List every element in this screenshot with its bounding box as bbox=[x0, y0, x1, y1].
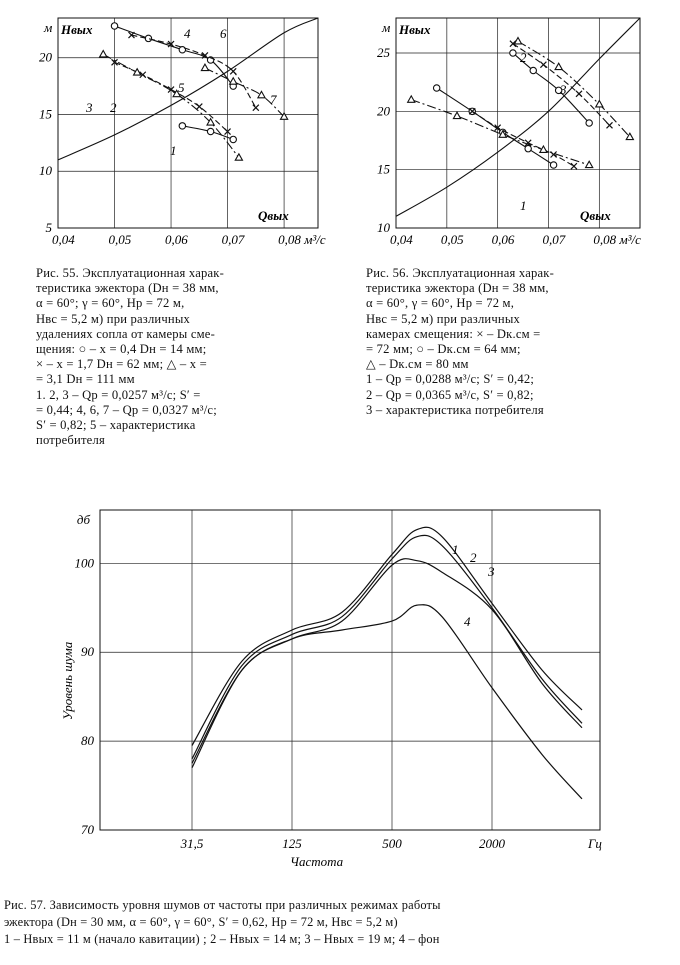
fig56-caption-line: 1 – Qр = 0,0288 м³/с; S′ = 0,42; bbox=[366, 372, 535, 387]
data-point bbox=[179, 123, 185, 129]
y-tick-label: 5 bbox=[45, 220, 52, 235]
data-point bbox=[201, 64, 208, 70]
curve-label: 3 bbox=[86, 100, 93, 115]
curve-label: 5 bbox=[178, 80, 185, 95]
curve-label: 3 bbox=[560, 82, 567, 97]
fig56-caption-line: теристика эжектора (Dн = 38 мм, bbox=[366, 281, 549, 296]
series-line bbox=[396, 18, 640, 216]
data-point bbox=[576, 91, 582, 97]
series-line bbox=[472, 111, 574, 166]
data-point bbox=[111, 23, 117, 29]
fig55-caption-line: = 0,44; 4, 6, 7 – Qр = 0,0327 м³/с; bbox=[36, 402, 217, 417]
fig56-caption-line: 3 – характеристика потребителя bbox=[366, 402, 544, 417]
x-tick-label: 0,04 bbox=[52, 232, 75, 247]
data-point bbox=[253, 105, 259, 111]
fig56-caption-line: Рис. 56. Эксплуатационная харак- bbox=[366, 266, 555, 280]
fig55-caption-line: 1. 2, 3 – Qр = 0,0257 м³/с; S′ = bbox=[36, 387, 201, 402]
x-tick-label: 500 bbox=[382, 836, 402, 851]
data-point bbox=[550, 162, 556, 168]
fig56-caption-line: 2 – Qр = 0,0365 м³/с, S′ = 0,82; bbox=[366, 387, 534, 402]
x-axis-label: Qвых bbox=[580, 208, 611, 223]
curve-label: 2 bbox=[110, 100, 117, 115]
x-tick-label: 0,06 bbox=[165, 232, 188, 247]
data-point bbox=[571, 163, 577, 169]
fig57-chart bbox=[0, 490, 680, 880]
data-point bbox=[196, 104, 202, 110]
y-tick-label: 80 bbox=[81, 733, 94, 749]
data-point bbox=[586, 120, 592, 126]
data-point bbox=[555, 63, 562, 69]
curve-label: 7 bbox=[270, 92, 277, 107]
data-point bbox=[235, 154, 242, 160]
x-tick-label: 0,04 bbox=[390, 232, 413, 247]
fig55-chart bbox=[0, 0, 330, 260]
fig55-caption-line: Hвс = 5,2 м) при различных bbox=[36, 311, 191, 326]
y-tick-label: 10 bbox=[39, 163, 52, 179]
series-line bbox=[192, 527, 582, 745]
fig55-caption-line: щения: ○ – x = 0,4 Dн = 14 мм; bbox=[36, 342, 207, 357]
curve-label: 2 bbox=[470, 550, 477, 565]
data-point bbox=[258, 91, 265, 97]
y-tick-label: 90 bbox=[81, 644, 94, 660]
data-point bbox=[530, 67, 536, 73]
x-axis-label: Qвых bbox=[258, 208, 289, 223]
data-point bbox=[408, 96, 415, 102]
fig57-caption-line: 1 – Hвых = 11 м (начало кавитации) ; 2 – Hвых = 14 м; 3 – Hвых = 19 м; 4 – фон bbox=[4, 932, 440, 946]
curve-label: 1 bbox=[452, 542, 459, 557]
data-point bbox=[230, 136, 236, 142]
y-tick-label: 15 bbox=[39, 106, 52, 122]
data-point bbox=[540, 62, 546, 68]
data-point bbox=[453, 112, 460, 118]
y-axis-label: Уровень шума bbox=[60, 641, 75, 720]
y-unit-label: дб bbox=[76, 512, 90, 527]
fig55-caption bbox=[36, 266, 326, 448]
x-tick-label: 0,08 м³/с bbox=[593, 232, 641, 247]
data-point bbox=[100, 51, 107, 57]
curve-label: 2 bbox=[520, 50, 527, 65]
curve-label: 4 bbox=[184, 26, 191, 41]
y-tick-label: 100 bbox=[74, 555, 94, 571]
fig55-caption-line: теристика эжектора (Dн = 38 мм, bbox=[36, 281, 219, 296]
data-point bbox=[134, 69, 141, 75]
data-point bbox=[230, 78, 237, 84]
plot-frame bbox=[100, 510, 600, 830]
curve-label: 6 bbox=[220, 26, 227, 41]
fig56-caption-line: = 72 мм; ○ – Dк.см = 64 мм; bbox=[366, 342, 521, 357]
series-line bbox=[192, 559, 582, 768]
x-tick-label: 0,05 bbox=[108, 232, 132, 247]
data-point bbox=[207, 128, 213, 134]
y-unit-label: м bbox=[44, 20, 53, 35]
fig55-caption-line: = 3,1 Dн = 111 мм bbox=[36, 372, 135, 387]
data-point bbox=[145, 35, 151, 41]
plot-frame bbox=[396, 18, 640, 228]
curve-label: 4 bbox=[464, 614, 471, 629]
x-tick-label: 0,07 bbox=[542, 232, 566, 247]
fig57-caption bbox=[4, 897, 680, 948]
x-tick-label: 0,05 bbox=[440, 232, 464, 247]
y-unit-label: м bbox=[382, 20, 391, 35]
fig57-caption-line: Рис. 57. Зависимость уровня шумов от частоты при различных режимах работы bbox=[4, 898, 441, 912]
y-tick-label: 20 bbox=[377, 103, 390, 119]
data-point bbox=[510, 50, 516, 56]
fig55-caption-line: потребителя bbox=[36, 433, 105, 448]
y-tick-label: 15 bbox=[377, 161, 390, 177]
y-axis-label: Hвых bbox=[399, 22, 431, 37]
fig55-caption-line: удалениях сопла от камеры сме- bbox=[36, 326, 215, 341]
y-tick-label: 25 bbox=[377, 45, 390, 60]
x-unit-label: Гц bbox=[588, 836, 602, 851]
curve-label: 1 bbox=[170, 143, 177, 158]
fig56-caption bbox=[366, 266, 666, 418]
fig55-caption-line: × – x = 1,7 Dн = 62 мм; △ – x = bbox=[36, 357, 207, 372]
y-tick-label: 20 bbox=[39, 49, 52, 65]
series-line bbox=[131, 35, 255, 108]
y-tick-label: 10 bbox=[377, 220, 390, 235]
y-axis-label: Hвых bbox=[61, 22, 93, 37]
fig56-chart bbox=[340, 0, 680, 260]
fig55-caption-line: Рис. 55. Эксплуатационная харак- bbox=[36, 266, 225, 280]
series-line bbox=[192, 605, 582, 799]
x-tick-label: 0,08 м³/с bbox=[278, 232, 326, 247]
curve-label: 3 bbox=[488, 564, 495, 579]
curve-label: 1 bbox=[520, 198, 527, 213]
x-axis-label: Частота bbox=[290, 854, 344, 869]
fig56-caption-line: α = 60°, γ = 60°, Hр = 72 м, bbox=[366, 296, 515, 311]
fig57-caption-line: эжектора (Dн = 30 мм, α = 60°, γ = 60°, S′ = 0,62, Hр = 72 м, Hвс = 5,2 м) bbox=[4, 915, 398, 929]
x-tick-label: 0,07 bbox=[221, 232, 245, 247]
fig56-caption-line: камерах смещения: × – Dк.см = bbox=[366, 326, 541, 341]
x-tick-label: 2000 bbox=[479, 836, 505, 851]
x-tick-label: 31,5 bbox=[180, 836, 204, 851]
x-tick-label: 125 bbox=[282, 836, 302, 851]
fig55-caption-line: α = 60°; γ = 60°, Hр = 72 м, bbox=[36, 296, 185, 311]
x-tick-label: 0,06 bbox=[491, 232, 515, 247]
y-tick-label: 70 bbox=[81, 822, 94, 837]
fig56-caption-line: △ – Dк.см = 80 мм bbox=[366, 357, 469, 372]
data-point bbox=[586, 161, 593, 167]
fig56-caption-line: Hвс = 5,2 м) при различных bbox=[366, 311, 521, 326]
data-point bbox=[596, 101, 603, 107]
data-point bbox=[433, 85, 439, 91]
data-point bbox=[525, 145, 531, 151]
data-point bbox=[607, 122, 613, 128]
fig55-caption-line: S′ = 0,82; 5 – характеристика bbox=[36, 418, 196, 433]
